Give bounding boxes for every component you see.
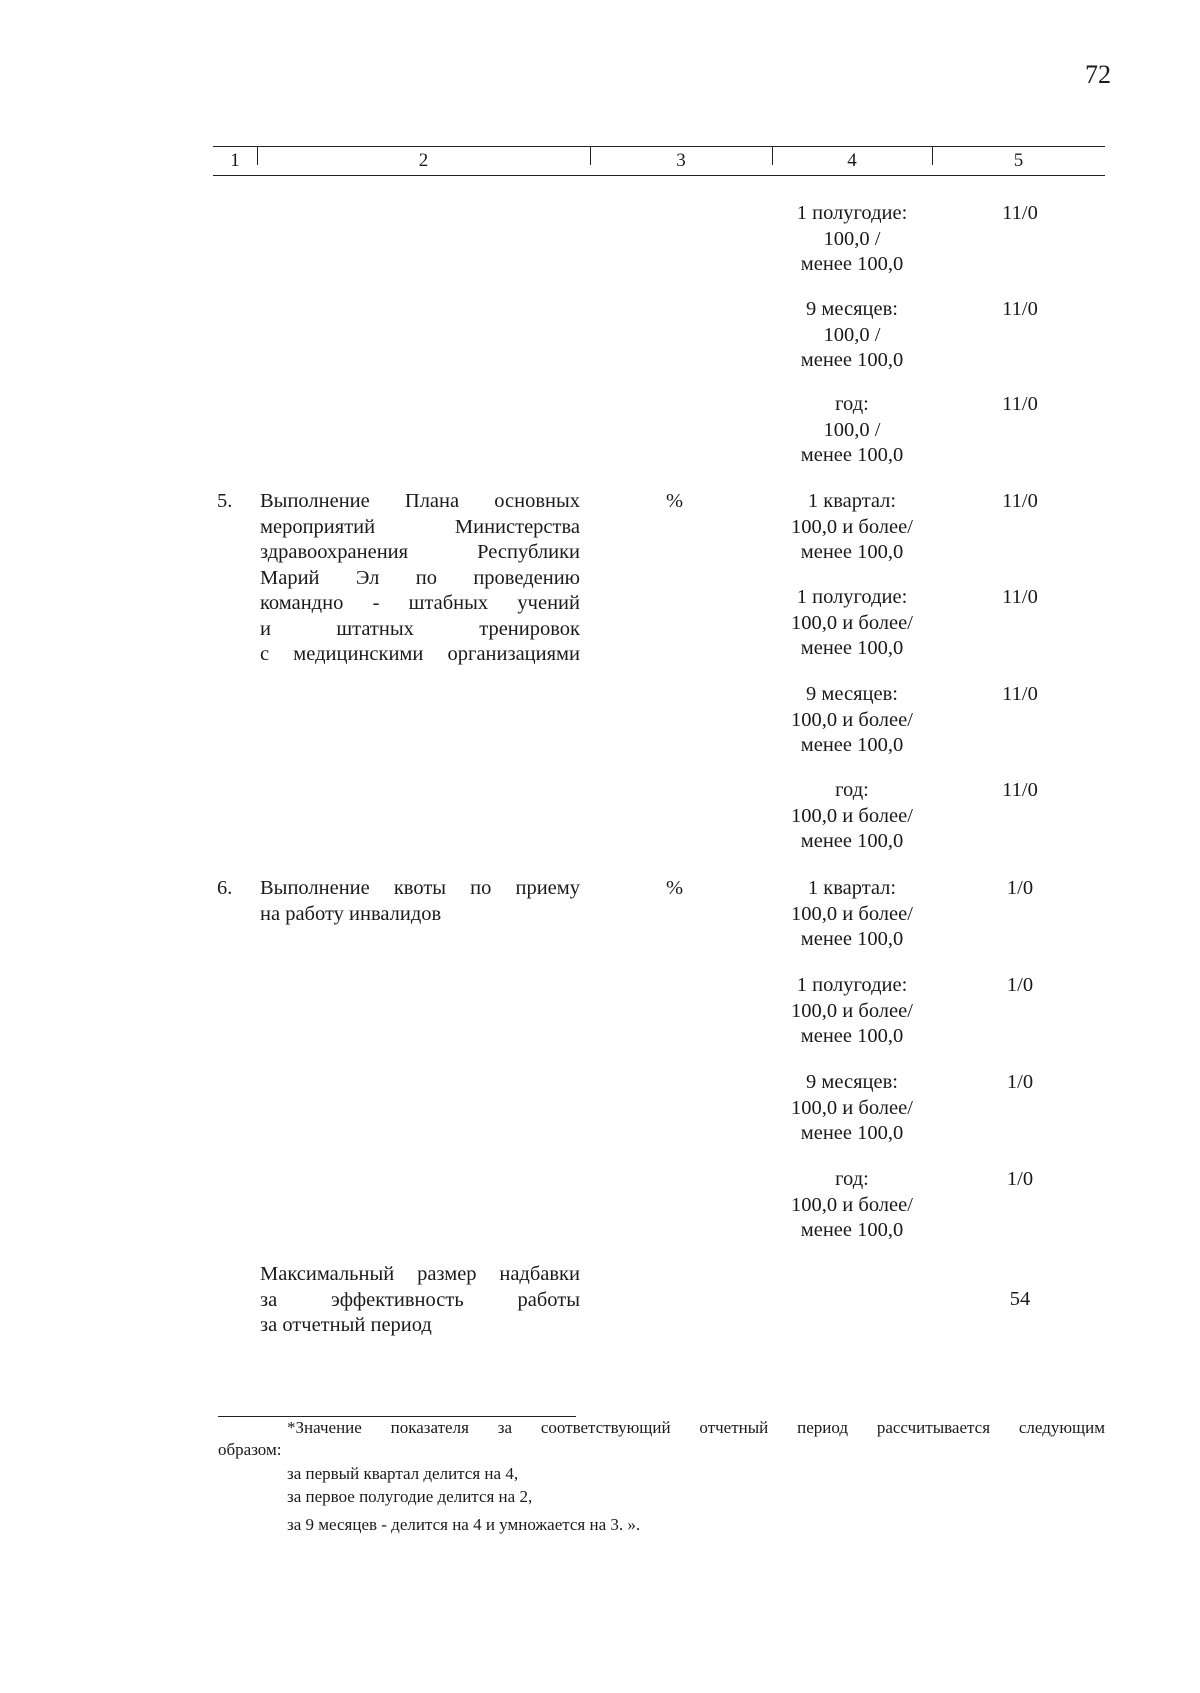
indicator-description: Выполнение квоты по приему на работу инвалидов [260,877,580,925]
period-cell: 1 квартал: 100,0 и более/ менее 100,0 [791,490,913,563]
score-cell: 11/0 [1002,490,1038,512]
period-cell: год: 100,0 / менее 100,0 [800,393,904,466]
score-cell: 1/0 [1006,1168,1034,1190]
row-number: 6. [217,877,233,899]
period-cell: 9 месяцев: 100,0 / менее 100,0 [800,298,904,371]
footnote-line: за первое полугодие делится на 2, [287,1487,533,1506]
header-col-1: 1 [230,150,240,171]
row-number: 5. [217,490,233,512]
score-cell: 11/0 [1002,393,1038,415]
footnote-line: образом: [218,1440,282,1459]
unit-cell: % [666,490,684,512]
score-cell: 1/0 [1006,974,1034,996]
unit-cell: % [666,877,684,899]
score-cell: 11/0 [1002,586,1038,608]
period-cell: год: 100,0 и более/ менее 100,0 [791,1168,913,1241]
period-cell: 1 полугодие: 100,0 и более/ менее 100,0 [791,974,913,1047]
score-cell: 11/0 [1002,298,1038,320]
period-cell: 9 месяцев: 100,0 и более/ менее 100,0 [791,1071,913,1144]
footnote-line: *Значение показателя за соответствующий отчетный период рассчитывается следующим [287,1418,1105,1437]
score-cell: 11/0 [1002,202,1038,224]
footnote-line: за 9 месяцев - делится на 4 и умножается на 3. ». [287,1515,641,1534]
score-cell: 1/0 [1006,877,1034,899]
score-cell: 11/0 [1002,779,1038,801]
footnote-line: за первый квартал делится на 4, [287,1464,519,1483]
score-cell: 1/0 [1006,1071,1034,1093]
table-header-row [213,146,1105,176]
score-cell: 11/0 [1002,683,1038,705]
period-cell: 1 полугодие: 100,0 / менее 100,0 [796,202,908,275]
period-cell: год: 100,0 и более/ менее 100,0 [791,779,913,852]
period-cell: 1 полугодие: 100,0 и более/ менее 100,0 [791,586,913,659]
header-col-4: 4 [847,150,857,171]
total-value: 54 [1009,1288,1031,1310]
period-cell: 9 месяцев: 100,0 и более/ менее 100,0 [791,683,913,756]
page-number: 72 [1085,60,1111,89]
total-label: Максимальный размер надбавки за эффективность работы за отчетный период [260,1263,580,1336]
header-col-2: 2 [418,150,429,171]
header-col-3: 3 [676,150,686,171]
period-cell: 1 квартал: 100,0 и более/ менее 100,0 [791,877,913,950]
indicator-description: Выполнение Плана основных мероприятий Министерства здравоохранения Республики Марий Эл по проведению командно - штабных учений и штатных тренировок с медицинскими организациями [260,490,580,665]
header-col-5: 5 [1013,150,1024,171]
